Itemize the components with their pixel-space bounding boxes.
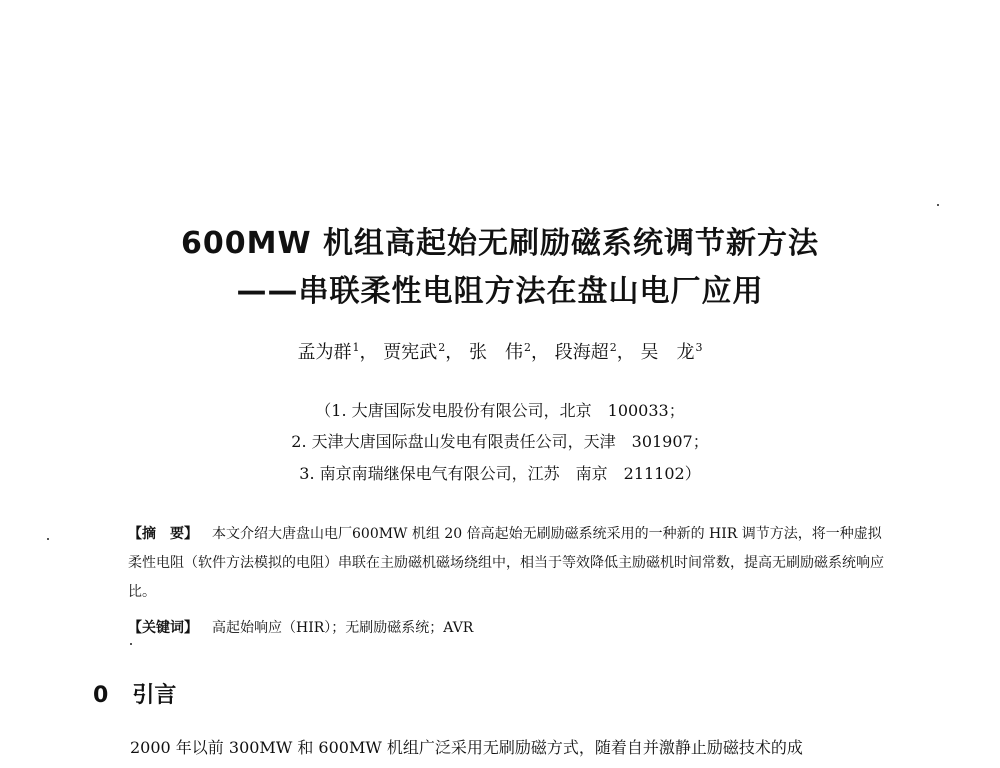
section-title: 引言 — [132, 683, 177, 708]
author: 张 伟$^2$， — [469, 341, 549, 363]
section-number: 0 — [93, 683, 109, 708]
keywords-text: 高起始响应（HIR）；无刷励磁系统；AVR — [212, 620, 474, 636]
affiliation: （1. 大唐国际发电股份有限公司，北京 100033； — [315, 401, 685, 420]
abstract-label: 【摘 要】 — [128, 526, 198, 542]
keywords — [128, 617, 473, 637]
affiliation: 2. 天津大唐国际盘山发电有限责任公司，天津 301907； — [291, 432, 709, 451]
scan-speck — [47, 538, 49, 540]
section-heading — [93, 678, 176, 709]
abstract — [128, 520, 888, 607]
body-text: 2000 年以前 300MW 和 600MW 机组广泛采用无刷励磁方式，随着自并激静止励磁技术的成 — [130, 738, 803, 757]
keywords-label: 【关键词】 — [128, 620, 198, 636]
author: 贾宪武$^2$， — [383, 341, 464, 363]
author: 段海超$^2$， — [554, 341, 635, 363]
author: 吴 龙$^3$ — [640, 341, 703, 363]
author-list — [0, 338, 1000, 364]
author: 孟为群$^1$， — [297, 341, 378, 363]
paper-subtitle: ——串联柔性电阻方法在盘山电厂应用 — [236, 274, 764, 309]
abstract-text: 本文介绍大唐盘山电厂600MW 机组 20 倍高起始无刷励磁系统采用的一种新的 HIR 调节方法，将一种虚拟柔性电阻（软件方法模拟的电阻）串联在主励磁机磁场绕组中，相当于等效降低主励磁机时间常数，提高无刷励磁系统响应比。 — [128, 526, 884, 600]
paper-title: 600MW 机组高起始无刷励磁系统调节新方法 — [180, 226, 819, 261]
scan-speck — [130, 643, 132, 645]
scan-speck — [937, 204, 939, 206]
affiliation: 3. 南京南瑞继保电气有限公司，江苏 南京 211102） — [299, 464, 701, 483]
